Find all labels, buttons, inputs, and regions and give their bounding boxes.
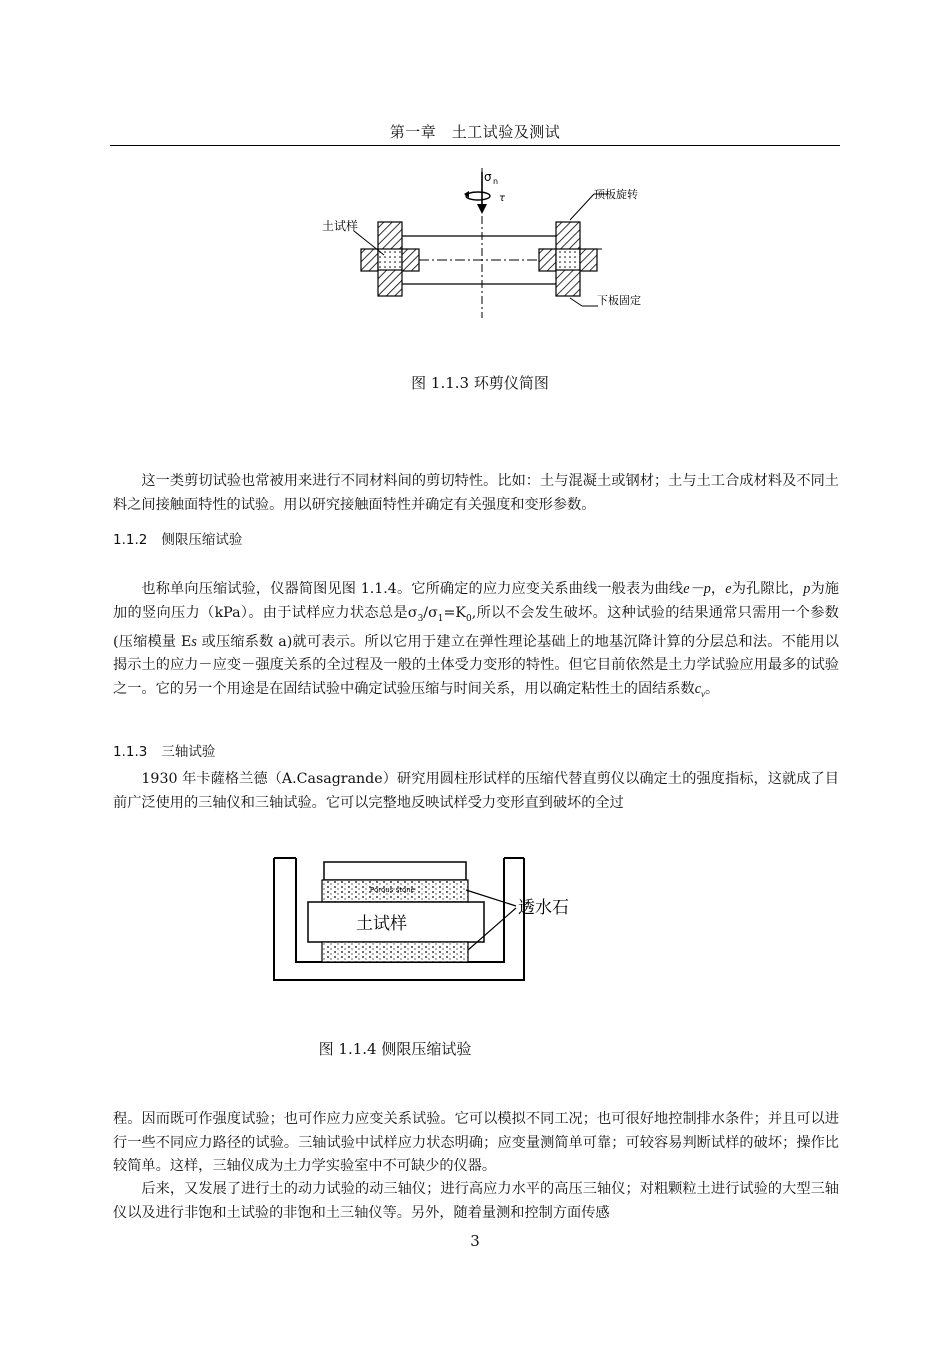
section-heading-1-1-3 <box>113 740 215 760</box>
p2-var-p: p <box>803 581 811 597</box>
top-plate-right <box>556 222 580 250</box>
sigma-sub-label: n <box>493 177 499 186</box>
confined-compression-diagram <box>270 850 600 990</box>
sigma-label: σ <box>484 170 492 184</box>
p2-text-3: 为孔隙比， <box>731 581 804 597</box>
header-rule <box>110 145 840 146</box>
p2-sub-v: v <box>701 688 706 699</box>
section-title: 三轴试验 <box>161 744 216 760</box>
mid-right-inner <box>539 249 556 271</box>
bottom-plate-left <box>378 270 402 296</box>
rotation-arrow <box>466 192 490 200</box>
p2-sub-3: 3 <box>417 613 424 624</box>
p2-var-e: e <box>725 581 732 597</box>
p2-text-9: 。 <box>705 680 720 697</box>
paragraph-4 <box>113 1108 839 1179</box>
p2-sub-0: 0 <box>466 613 472 624</box>
chapter-header: 第一章 土工试验及测试 <box>389 123 561 141</box>
p2-text-4: 为施加的竖向压力（kPa）。由于试样应力状态总是σ <box>113 581 839 621</box>
load-arrowhead <box>477 204 487 214</box>
soil-sample-left <box>378 249 402 271</box>
p2-formula-ep: e－p <box>683 581 711 597</box>
p2-text-8: 或压缩系数 a)就可表示。所以它用于建立在弹性理论基础上的地基沉降计算的分层总和法。不能用以揭示土的应力－应变－强度关系的全过程及一般的土体受力变形的特性。但它目前依然是土力学试验应用最多的试验之一。它的另一个用途是在固结试验中确定试验压缩与时间关系，用以确定粘性土的固结系数 <box>113 633 839 697</box>
paragraph-5 <box>113 1178 839 1225</box>
paragraph-1 <box>113 470 839 517</box>
top-cap <box>324 862 466 880</box>
section-heading-1-1-2 <box>113 528 242 548</box>
mid-left-inner <box>402 249 419 271</box>
p2-text-7: ,所以不会发生破坏。这种试验的结果通常只需用一个参数(压缩模量 E <box>113 604 839 650</box>
paragraph-5-text: 后来，又发展了进行土的动力试验的动三轴仪；进行高应力水平的高压三轴仪；对粗颗粒土进行试验的大型三轴仪以及进行非饱和土试验的非饱和土三轴仪等。另外，随着量测和控制方面传感 <box>113 1181 839 1221</box>
paragraph-3-text: 1930 年卡薩格兰德（A.Casagrande）研究用圆柱形试样的压缩代替直剪仪以确定土的强度指标，这就成了目前广泛使用的三轴仪和三轴试验。它可以完整地反映试样受力变形直到破坏的全过 <box>113 771 839 811</box>
p2-text-1: 也称单向压缩试验，仪器简图见图 1.1.4。它所确定的应力应变关系曲线一般表为曲线 <box>141 581 684 597</box>
mid-right-outer <box>580 249 597 271</box>
figure-caption-1: 图 1.1.3 环剪仪简图 <box>411 374 549 392</box>
bottom-plate-right <box>556 270 580 296</box>
porous-stone-label: Porous stone <box>370 886 415 894</box>
page-number: 3 <box>470 1232 480 1250</box>
p2-text-5: /σ <box>423 604 438 621</box>
bottom-plate-label: 下板固定 <box>597 294 641 307</box>
p2-sub-1: 1 <box>437 613 444 624</box>
paragraph-4-text: 程。因而既可作强度试验；也可作应力应变关系试验。它可以模拟不同工况；也可很好地控制排水条件；并且可以进行一些不同应力路径的试验。三轴试验中试样应力状态明确；应变量测简单可靠；可较容易判断试样的破坏；操作比较简单。这样，三轴仪成为土力学实验室中不可缺少的仪器。 <box>113 1111 839 1174</box>
paragraph-1-text: 这一类剪切试验也常被用来进行不同材料间的剪切特性。比如：土与混凝土或钢材；土与土工合成材料及不同土料之间接触面特性的试验。用以研究接触面特性并确定有关强度和变形参数。 <box>113 473 839 513</box>
porous-stone-cn-label: 透水石 <box>518 898 569 918</box>
p2-text-6: =K <box>443 604 466 621</box>
top-plate-label: 顶板旋转 <box>594 188 638 201</box>
tau-label: τ <box>499 193 506 204</box>
soil-sample-right <box>556 249 580 271</box>
paragraph-2 <box>113 578 839 706</box>
section-number: 1.1.2 <box>113 532 148 548</box>
porous-stone-bottom <box>322 942 468 962</box>
paragraph-3 <box>113 768 839 815</box>
section-title: 侧限压缩试验 <box>161 532 243 548</box>
p2-var-s: s <box>191 633 197 650</box>
figure-caption-2: 图 1.1.4 侧限压缩试验 <box>318 1040 472 1058</box>
p2-var-cv: c <box>694 680 702 697</box>
soil-sample-label: 土试样 <box>322 219 359 233</box>
mid-left-outer <box>361 249 378 271</box>
p2-text-2: ， <box>710 581 726 597</box>
soil-sample-label-2: 土试样 <box>356 914 407 934</box>
top-plate-left <box>378 222 402 250</box>
ring-shear-diagram <box>318 160 678 320</box>
section-number: 1.1.3 <box>113 744 148 760</box>
